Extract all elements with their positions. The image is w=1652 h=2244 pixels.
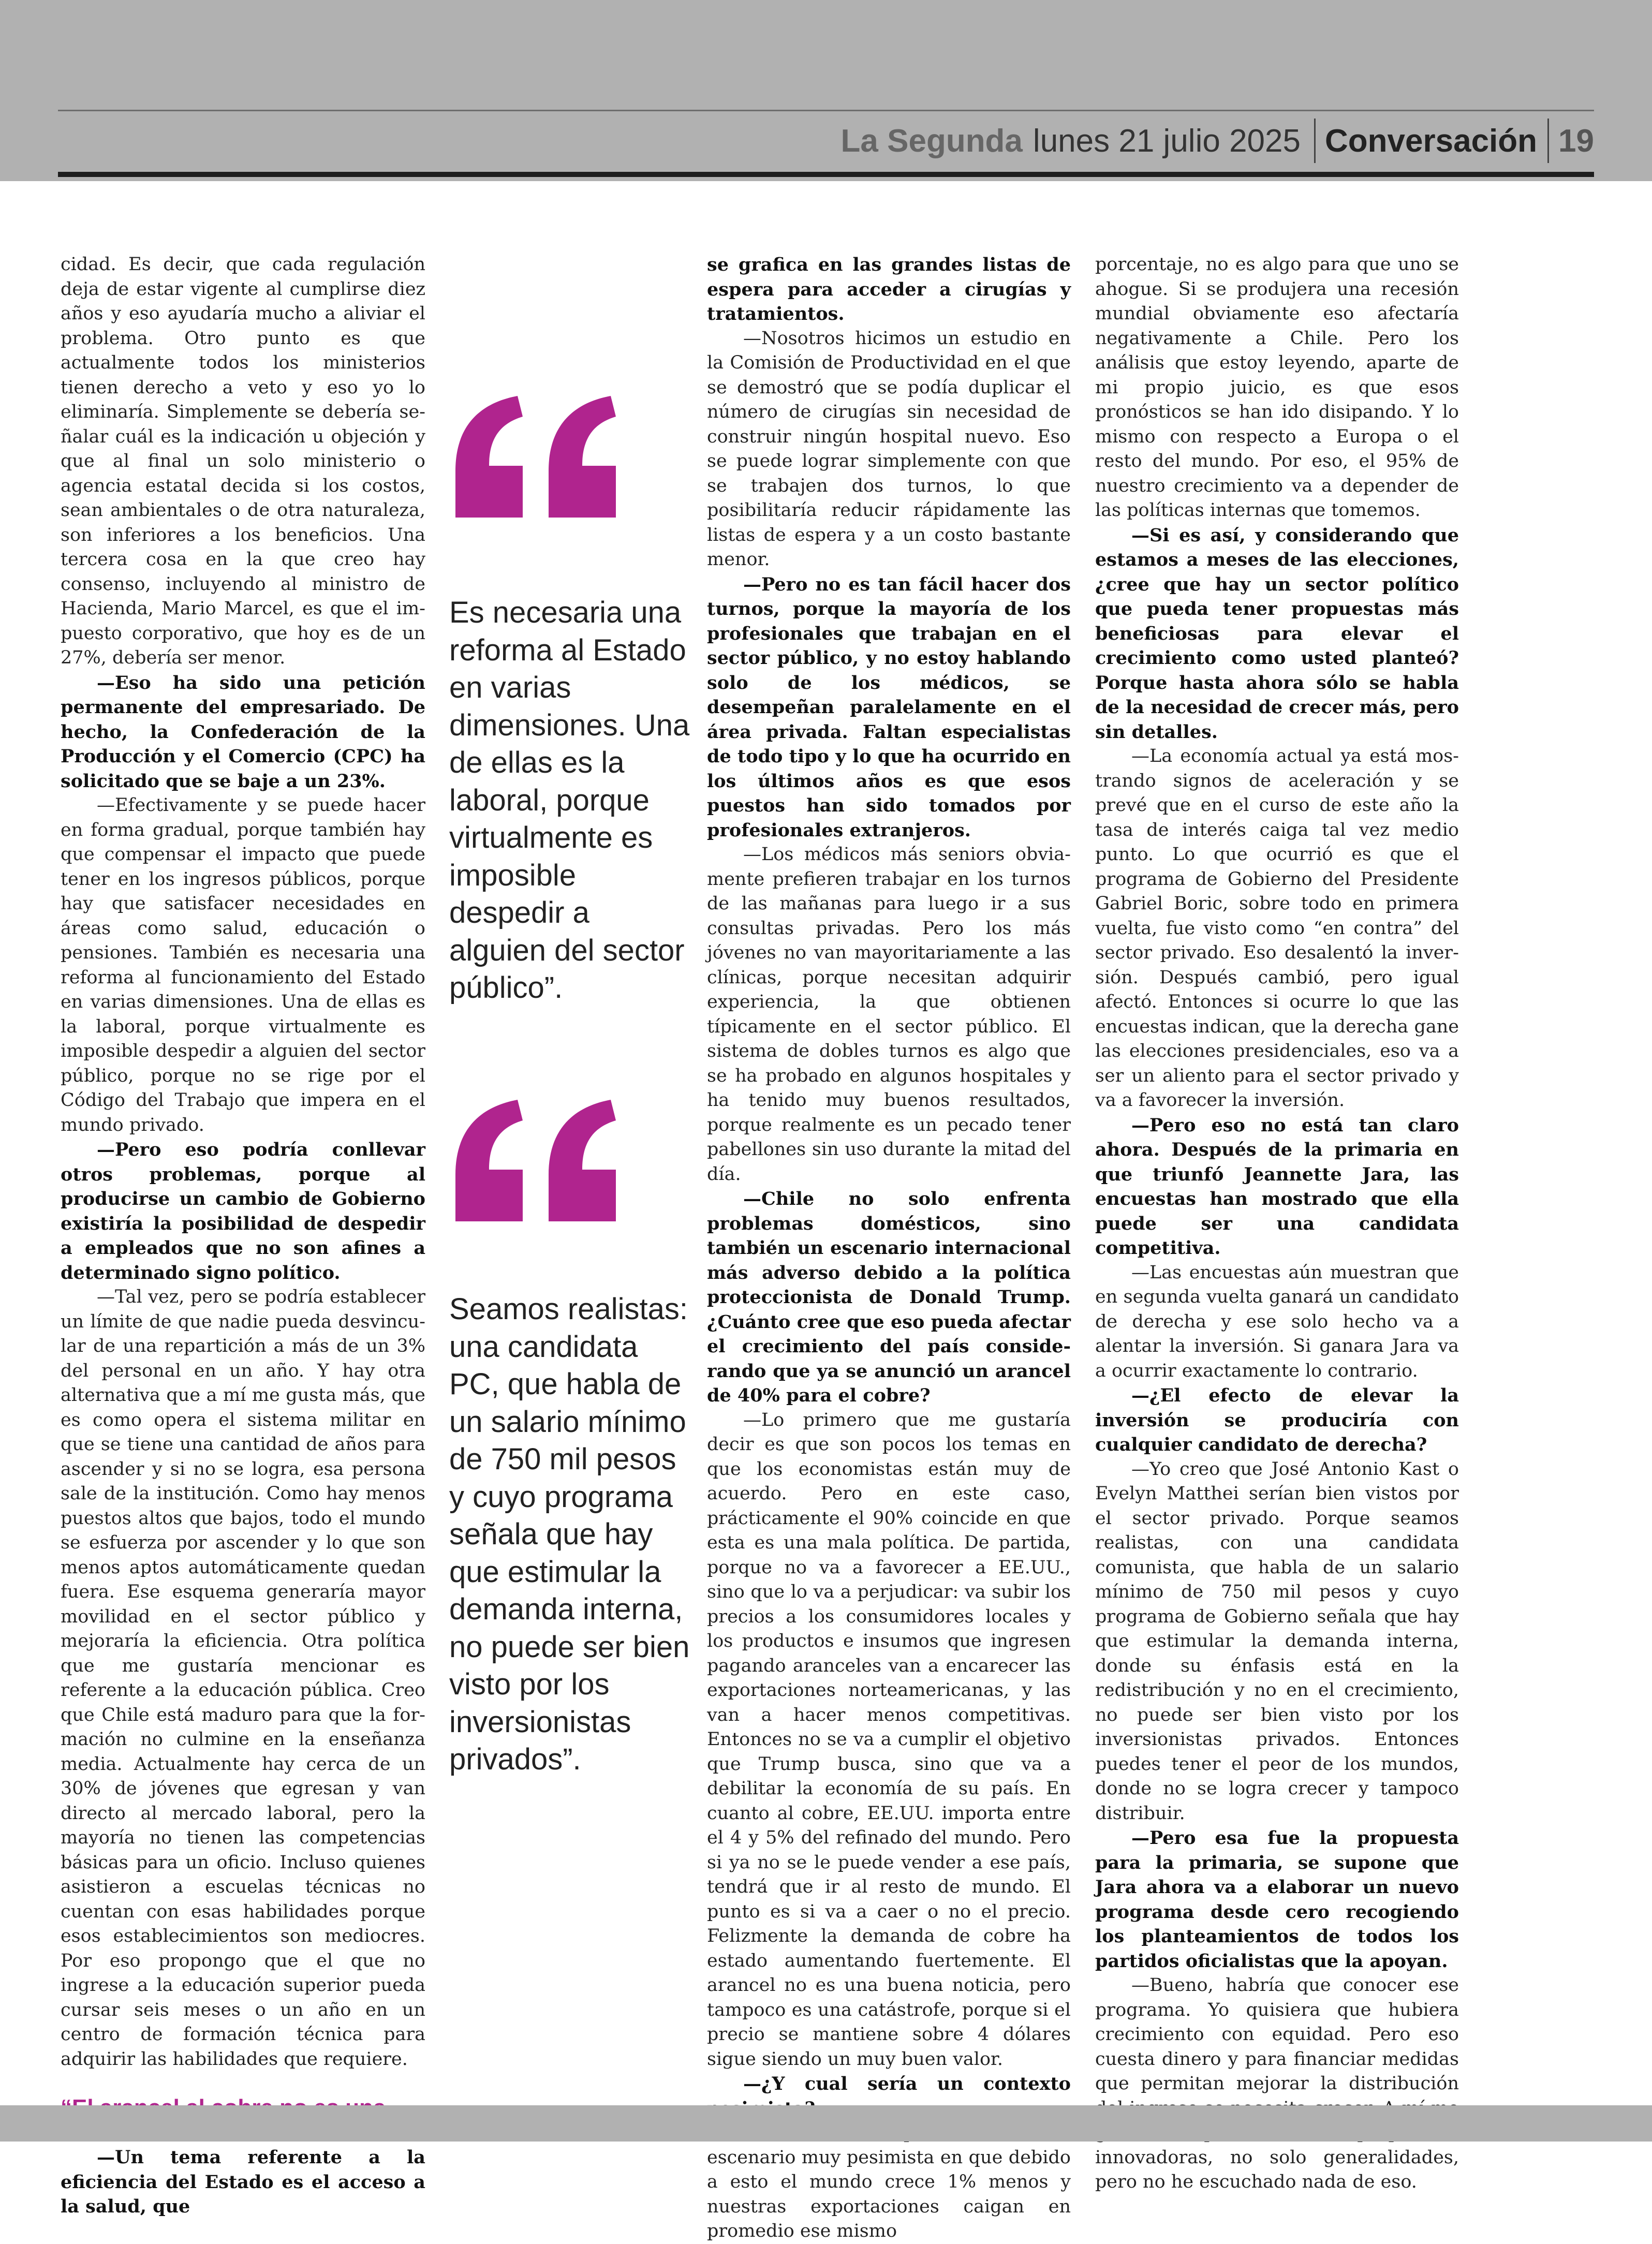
body-paragraph: porcentaje, no es algo para que uno se ahogue. Si se produjera una recesión mundial obviamente eso afectaría negativamente a Chile. Pero los análisis que estoy leyendo, aparte de mi propio juicio, es que esos pronósticos se han ido disipando. Y lo mismo con respecto a Europa o el resto del mundo. Por eso, el 95% de nuestro crecimiento va a depender de las políticas internas que tomemos. xyxy=(1095,254,1459,521)
pull-quote xyxy=(449,594,692,1007)
quote-mark-icon xyxy=(445,1097,631,1232)
article-column-1 xyxy=(61,253,425,2219)
body-paragraph: —Los médicos más seniors obviamente prefieren trabajar en los turnos de las mañanas para luego ir a sus consultas privadas. Pero los más jóvenes no van mayoritariamente a las clínicas, porque necesitan adquirir experiencia, la que obtienen típicamente en el sector público. El sistema de dobles turnos es algo que se ha probado en algunos hospitales y ha tenido muy buenos resultados, porque realmente es un pecado tener pabellones sin uso durante la mitad del día. xyxy=(707,844,1071,1185)
body-paragraph: —Yo creo que José Antonio Kast o Evelyn Matthei serían bien vistos por el sector privado. Porque seamos realistas, con una candidata comunista, que habla de un salario mínimo de 750 mil pesos y cuyo programa de Gobierno señala que hay que estimular la demanda interna, donde su énfasis está en la redistribución y no en el crecimiento, no puede ser bien visto por los inversionistas privados. Entonces puedes tener el peor de los mundos, donde no se logra crecer y tampoco distribuir. xyxy=(1095,1458,1459,1824)
header-content xyxy=(841,113,1594,169)
interview-question: —¿El efecto de elevar la inversión se produciría con cualquier candidato de derecha? xyxy=(1095,1385,1459,1455)
article-column-4 xyxy=(1095,253,1459,2195)
interview-question: —Si es así, y considerando que estamos a meses de las elecciones, ¿cree que hay un sector político que pueda tener propuestas más beneficiosas para elevar el crecimiento como usted planteó? Porque hasta ahora sólo se habla de la necesidad de crecer más, pero sin detalles. xyxy=(1095,524,1459,743)
interview-question: —¿Y cual sería un contexto xyxy=(743,2073,1071,2094)
body-paragraph: escenario muy pesimista en que debido a esto el mundo crece 1% menos y nuestras exportaciones caigan en promedio ese mismo xyxy=(707,2147,1071,2241)
body-paragraph: —La economía actual ya está mostrando signos de aceleración y se prevé que en el curso de este año la tasa de interés caiga tal vez medio punto. Lo que ocurrió es que el programa de Gobierno del Presidente Gabriel Boric, sobre todo en primera vuelta, fue visto como “en contra” del sector privado. Eso desalentó la inversión. Después cambió, pero igual afectó. Entonces si ocurre lo que las encuestas indican, que la derecha gane las elecciones presidenciales, eso va a ser un aliento para el sector privado y va a favorecer la inversión. xyxy=(1095,746,1459,1111)
interview-question: —Un tema referente a la eficiencia del Estado es el acceso a la salud, que xyxy=(61,2147,425,2217)
interview-question: —Pero no es tan fácil hacer dos turnos, porque la mayoría de los profesionales que trabajan en el sector público, y no estoy hablando solo de los médicos, se desempeñan paralelamente en el área privada. Faltan especialistas de todo tipo y lo que ha ocurrido en los últimos años es que esos puestos han sido tomados por profesionales extranjeros. xyxy=(707,573,1071,841)
header-divider xyxy=(1314,119,1316,163)
interview-question: se grafica en las grandes listas de espera para acceder a cirugías y tratamientos. xyxy=(707,254,1071,324)
body-paragraph: —Lo primero que me gustaría decir es que son pocos los temas en que los economistas están muy de acuerdo. Pero en este caso, prácticamente el 90% coincide en que esta es una mala política. De partida, porque no va a favorecer a EE.UU., sino que lo va a perjudicar: va subir los precios a los consumidores locales y los productos e insumos que ingresen pagando aranceles van a encarecer las exportaciones norteamericanas, y las van a hacer menos competitivas. Entonces no se va a cumplir el objetivo que Trump busca, sino que va a debilitar la economía de su país. En cuanto al cobre, EE.UU. importa entre el 4 y 5% del refinado del mundo. Pero si ya no se le puede vender a ese país, tendrá que ir al resto de mundo. El punto es si va a caer o no el precio. Felizmente la demanda de cobre ha estado aumentando fuertemente. El arancel no es una buena noticia, pero tampoco es una catástrofe, porque si el precio se mantiene sobre 4 dólares sigue siendo un muy buen valor. xyxy=(707,1409,1071,2070)
page-number: 19 xyxy=(1558,123,1594,159)
body-paragraph: —Efectivamente y se puede hacer en forma gradual, porque también hay que compensar el impacto que puede tener en los ingresos públicos, porque hay que satisfacer necesidades en áreas como salud, educación o pensiones. También es necesaria una reforma al funcionamiento del Estado en varias dimensiones. Una de ellas es la laboral, porque virtualmente es imposible despedir a alguien del sector público, porque no se rige por el Código del Trabajo que impera en el mundo privado. xyxy=(61,795,425,1135)
body-paragraph: —Bueno, habría que conocer ese programa. Yo quisiera que hubiera crecimiento con equidad. Pero eso cuesta dinero y para financiar medidas que permitan mejorar la distribución innovadoras, no solo generalidades, pero no he escuchado nada de eso. xyxy=(1095,1975,1459,2192)
interview-question: —Pero eso podría conllevar otros problemas, porque al producirse un cambio de Gobierno existiría la posibilidad de despedir a empleados que no son afines a determinado signo político. xyxy=(61,1139,425,1283)
newspaper-name: La Segunda xyxy=(840,123,1023,159)
quote-mark-icon xyxy=(445,393,631,528)
header-top-rule xyxy=(58,110,1594,111)
interview-question: —Chile no solo enfrenta problemas domésticos, sino también un escenario internacional más adverso debido a la política proteccionista de Donald Trump. ¿Cuánto cree que eso pueda afectar el crecimiento del país considerando que ya se anunció un arancel de 40% para el cobre? xyxy=(707,1188,1071,1406)
footer-band xyxy=(0,2105,1652,2142)
article-column-3 xyxy=(707,253,1071,2244)
body-paragraph: cidad. Es decir, que cada regulación deja de estar vigente al cumplirse diez años y eso ayudaría mucho a aliviar el problema. Otro punto es que actualmente todos los ministerios tienen derecho a veto y eso yo lo eliminaría. Simplemente se debería señalar cuál es la indicación u objeción y que al final un solo ministerio o agencia estatal decida si los costos, sean ambientales o de otra naturaleza, son inferiores a los beneficios. Una tercera cosa en la que creo hay consenso, incluyendo al ministro de Hacienda, Mario Marcel, es que el impuesto corporativo, que hoy es de un 27%, debería ser menor. xyxy=(61,254,425,668)
issue-date: lunes 21 julio 2025 xyxy=(1032,123,1301,159)
body-paragraph: —Nosotros hicimos un estudio en la Comisión de Productividad en el que se demostró que se podía duplicar el número de cirugías sin necesidad de construir ningún hospital nuevo. Eso se puede lograr simplemente con que se trabajen dos turnos, lo que posibilitaría reducir rápidamente las listas de espera y a un costo bastante menor. xyxy=(707,328,1071,570)
body-paragraph: —Tal vez, pero se podría establecer un límite de que nadie pueda desvincular de una repartición a más de un 3% del personal en un año. Y hay otra alternativa que a mí me gusta más, que es como opera el sistema militar en que se tiene una cantidad de años para ascender y si no se logra, esa persona sale de la institución. Como hay menos puestos altos que bajos, todo el mundo se esfuerza por ascender y lo que son menos aptos automáticamente quedan fuera. Ese esquema generaría mayor movilidad en el sector público y mejoraría la eficiencia. Otra política que me gustaría mencionar es referente a la educación pública. Creo que Chile está maduro para que la formación no culmine en la enseñanza media. Actualmente hay cerca de un 30% de jóvenes que egresan y van directo al mercado laboral, pero la mayoría no tienen las competencias básicas para un oficio. Incluso quienes asistieron a escuelas técnicas no cuentan con esas habilidades porque esos establecimientos son mediocres. Por eso propongo que el que no ingrese a la educación superior pueda cursar seis meses o un año en un centro de formación técnica para adquirir las habilidades que requiere. xyxy=(61,1287,425,2070)
pull-quote-text: Es necesaria una reforma al Estado en varias dimensiones. Una de ellas es la laboral, porque virtualmente es imposible despedir a alguien del sector público”. xyxy=(449,596,690,1005)
body-paragraph: —Las encuestas aún muestran que en segunda vuelta ganará un candidato de derecha y ese solo hecho va a alentar la inversión. Si ganara Jara va a ocurrir exactamente lo contrario. xyxy=(1095,1262,1459,1381)
pull-quote-text: Seamos realistas: una candidata PC, que habla de un salario mínimo de 750 mil pesos y cuyo programa señala que hay que estimular la demanda interna, no puede ser bien visto por los inversionistas privados”. xyxy=(449,1292,690,1776)
interview-question: —Eso ha sido una petición permanente del empresariado. De hecho, la Confederación de la Producción y el Comercio (CPC) ha solicitado que se baje a un 23%. xyxy=(61,672,425,792)
interview-question: —Pero eso no está tan claro ahora. Después de la primaria en que triunfó Jeannette Jara, las encuestas han mostrado que ella puede ser una candidata competitiva. xyxy=(1095,1114,1459,1259)
page-header xyxy=(58,113,1594,169)
header-bottom-rule xyxy=(58,172,1594,177)
header-divider xyxy=(1547,119,1549,163)
pull-quote xyxy=(449,1291,692,1779)
section-name: Conversación xyxy=(1325,123,1538,159)
interview-question: —Pero esa fue la propuesta para la primaria, se supone que Jara ahora va a elaborar un nuevo programa desde cero recogiendo los planteamientos de todos los partidos oficialistas que la apoyan. xyxy=(1095,1827,1459,1972)
